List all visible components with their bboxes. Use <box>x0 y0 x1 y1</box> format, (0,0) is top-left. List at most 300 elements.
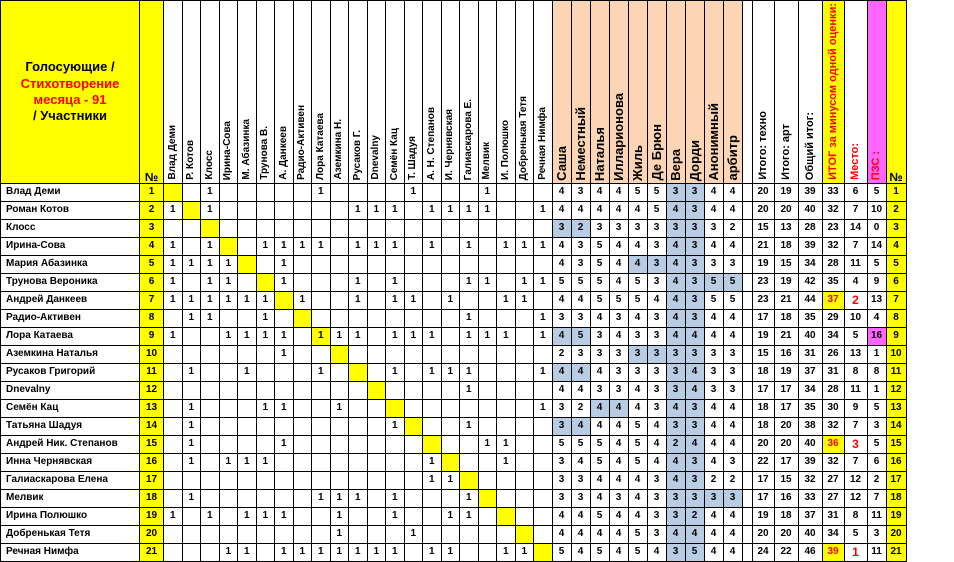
rating-cell: 4 <box>704 525 723 543</box>
vote-cell: 1 <box>238 507 257 525</box>
rating-cell: 4 <box>628 381 647 399</box>
table-row <box>1 453 907 471</box>
rating-cell: 3 <box>647 507 666 525</box>
rating-cell: 4 <box>666 237 685 255</box>
minus-one-total: 23 <box>822 219 844 237</box>
title-poem-of-month: Стихотворение месяца - 91 <box>20 75 120 107</box>
self-vote-cell <box>515 525 534 543</box>
vote-cell: 1 <box>349 273 368 291</box>
participant-number: 8 <box>140 309 164 327</box>
art-total: 18 <box>774 507 798 525</box>
overall-total: 42 <box>798 273 822 291</box>
pzs-value: 8 <box>867 363 886 381</box>
end-participant-number: 20 <box>886 525 906 543</box>
overall-total: 33 <box>798 489 822 507</box>
vote-cell <box>367 345 386 363</box>
rating-cell: 4 <box>571 507 590 525</box>
overall-total: 40 <box>798 327 822 345</box>
rating-header-label: Дорди <box>687 139 702 181</box>
overall-total: 44 <box>798 291 822 309</box>
vote-cell <box>386 183 405 201</box>
pzs-value: 4 <box>867 309 886 327</box>
participant-name: Семён Кац <box>1 399 140 417</box>
rating-cell: 4 <box>704 201 723 219</box>
vote-cell: 1 <box>460 381 479 399</box>
vote-cell <box>293 201 312 219</box>
vote-cell: 1 <box>441 471 460 489</box>
art-total: 19 <box>774 363 798 381</box>
vote-cell <box>478 219 497 237</box>
end-participant-number: 21 <box>886 543 906 561</box>
vote-cell: 1 <box>182 363 201 381</box>
vote-cell <box>441 417 460 435</box>
vote-cell: 1 <box>423 327 442 345</box>
place-value: 3 <box>844 435 867 453</box>
vote-cell <box>386 381 405 399</box>
self-vote-cell <box>367 381 386 399</box>
rating-cell: 4 <box>723 237 742 255</box>
vote-cell: 1 <box>256 453 275 471</box>
vote-cell <box>534 183 553 201</box>
vote-cell <box>497 183 516 201</box>
vote-cell <box>219 183 238 201</box>
rating-header-label: Де Брюн <box>649 124 664 181</box>
vote-cell <box>182 183 201 201</box>
vote-cell <box>164 417 183 435</box>
rating-cell: 2 <box>723 219 742 237</box>
participant-name: Радио-Активен <box>1 309 140 327</box>
art-total: 15 <box>774 255 798 273</box>
vote-cell: 1 <box>386 291 405 309</box>
table-row <box>1 255 907 273</box>
rating-cell: 3 <box>685 417 704 435</box>
vote-cell: 1 <box>497 453 516 471</box>
gap-cell <box>742 543 752 561</box>
place-value: 12 <box>844 489 867 507</box>
pzs-value: 5 <box>867 183 886 201</box>
vote-cell <box>441 525 460 543</box>
rating-header <box>723 1 742 184</box>
place-value: 6 <box>844 183 867 201</box>
overall-total: 37 <box>798 507 822 525</box>
vote-cell <box>367 435 386 453</box>
minus-one-total: 31 <box>822 507 844 525</box>
vote-cell <box>349 309 368 327</box>
vote-cell <box>515 507 534 525</box>
rating-cell: 5 <box>571 273 590 291</box>
rating-cell: 4 <box>590 309 609 327</box>
end-participant-number: 16 <box>886 453 906 471</box>
rating-cell: 3 <box>590 327 609 345</box>
title-participants: / Участники <box>32 108 108 124</box>
vote-cell <box>497 525 516 543</box>
rating-cell: 4 <box>571 363 590 381</box>
rating-cell: 4 <box>704 237 723 255</box>
end-participant-number: 15 <box>886 435 906 453</box>
vote-cell <box>534 471 553 489</box>
vote-cell <box>404 309 423 327</box>
vote-cell <box>238 525 257 543</box>
participant-number: 15 <box>140 435 164 453</box>
rating-header-label: Неместный <box>573 107 588 181</box>
vote-cell <box>441 345 460 363</box>
totals-header-label: Итого: арт <box>779 124 792 180</box>
table-row <box>1 291 907 309</box>
vote-cell <box>478 309 497 327</box>
rating-cell: 4 <box>571 381 590 399</box>
vote-cell: 1 <box>182 489 201 507</box>
totals-header-label: ИТОГ за минусом одной оценки: <box>826 3 839 180</box>
gap-cell <box>742 291 752 309</box>
vote-cell <box>238 183 257 201</box>
voter-header <box>534 1 553 184</box>
vote-cell <box>441 435 460 453</box>
vote-cell: 1 <box>293 291 312 309</box>
vote-cell <box>460 525 479 543</box>
rating-cell: 4 <box>609 453 628 471</box>
participant-name: Галиаскарова Елена <box>1 471 140 489</box>
vote-cell: 1 <box>312 489 331 507</box>
vote-cell <box>312 453 331 471</box>
tech-total: 20 <box>752 525 774 543</box>
rating-cell: 4 <box>571 291 590 309</box>
gap-cell <box>742 219 752 237</box>
vote-cell <box>534 345 553 363</box>
voter-header-label: А. Данкеев <box>277 126 289 180</box>
tech-total: 17 <box>752 309 774 327</box>
vote-cell <box>460 291 479 309</box>
voter-header-label: Лора Катаева <box>314 112 326 180</box>
rating-cell: 3 <box>628 327 647 345</box>
vote-cell: 1 <box>201 201 220 219</box>
vote-cell: 1 <box>534 201 553 219</box>
rating-cell: 3 <box>723 363 742 381</box>
tech-total: 15 <box>752 219 774 237</box>
voter-header <box>349 1 368 184</box>
vote-cell <box>441 327 460 345</box>
self-vote-cell <box>423 435 442 453</box>
rating-cell: 4 <box>704 417 723 435</box>
vote-cell <box>238 309 257 327</box>
voter-header <box>404 1 423 184</box>
rating-cell: 4 <box>666 291 685 309</box>
vote-cell: 1 <box>478 435 497 453</box>
voter-header <box>182 1 201 184</box>
rating-cell: 3 <box>647 255 666 273</box>
table-row <box>1 399 907 417</box>
rating-cell: 5 <box>628 525 647 543</box>
vote-cell <box>460 345 479 363</box>
rating-cell: 4 <box>628 471 647 489</box>
vote-cell: 1 <box>441 291 460 309</box>
totals-header <box>822 1 844 184</box>
vote-cell <box>515 471 534 489</box>
gap-cell <box>742 237 752 255</box>
rating-cell: 3 <box>704 381 723 399</box>
rating-cell: 5 <box>628 435 647 453</box>
self-vote-cell <box>441 453 460 471</box>
rating-cell: 4 <box>723 525 742 543</box>
rating-cell: 3 <box>552 471 571 489</box>
vote-cell <box>441 219 460 237</box>
gap-cell <box>742 327 752 345</box>
place-value: 5 <box>844 327 867 345</box>
vote-cell <box>201 417 220 435</box>
rating-cell: 5 <box>723 291 742 309</box>
vote-cell <box>330 453 349 471</box>
tech-total: 17 <box>752 489 774 507</box>
vote-cell <box>367 525 386 543</box>
pzs-value: 0 <box>867 219 886 237</box>
vote-cell <box>441 273 460 291</box>
rating-cell: 4 <box>609 471 628 489</box>
vote-cell <box>478 525 497 543</box>
vote-cell <box>330 273 349 291</box>
table-row <box>1 363 907 381</box>
vote-cell: 1 <box>164 255 183 273</box>
vote-cell <box>441 237 460 255</box>
participant-number: 3 <box>140 219 164 237</box>
vote-cell <box>275 453 294 471</box>
vote-cell: 1 <box>201 273 220 291</box>
voter-header-label: Трунова В. <box>259 126 271 180</box>
vote-cell <box>201 489 220 507</box>
vote-cell <box>460 453 479 471</box>
vote-cell <box>367 453 386 471</box>
rating-cell: 3 <box>590 219 609 237</box>
vote-cell <box>423 489 442 507</box>
voter-header-label: Клосс <box>203 150 215 180</box>
vote-cell <box>534 453 553 471</box>
end-participant-number: 6 <box>886 273 906 291</box>
vote-cell <box>219 309 238 327</box>
pzs-value: 2 <box>867 471 886 489</box>
rating-cell: 3 <box>704 489 723 507</box>
end-participant-number: 10 <box>886 345 906 363</box>
pzs-value: 7 <box>867 489 886 507</box>
vote-cell <box>330 255 349 273</box>
vote-cell <box>256 543 275 561</box>
vote-cell <box>460 219 479 237</box>
number-header: № <box>140 1 164 184</box>
vote-cell <box>164 543 183 561</box>
end-participant-number: 5 <box>886 255 906 273</box>
pzs-value: 3 <box>867 417 886 435</box>
vote-cell <box>293 345 312 363</box>
vote-cell <box>460 435 479 453</box>
vote-cell <box>386 255 405 273</box>
vote-cell: 1 <box>312 363 331 381</box>
voter-header-label: Ирина-Сова <box>222 120 234 180</box>
minus-one-total: 39 <box>822 543 844 561</box>
rating-cell: 4 <box>628 507 647 525</box>
minus-one-total: 27 <box>822 471 844 489</box>
rating-cell: 4 <box>609 183 628 201</box>
vote-cell <box>312 399 331 417</box>
tech-total: 15 <box>752 345 774 363</box>
vote-cell: 1 <box>238 543 257 561</box>
participant-number: 9 <box>140 327 164 345</box>
rating-cell: 3 <box>666 363 685 381</box>
rating-cell: 4 <box>571 543 590 561</box>
rating-header <box>647 1 666 184</box>
vote-cell <box>293 507 312 525</box>
participant-number: 6 <box>140 273 164 291</box>
vote-cell <box>182 507 201 525</box>
vote-cell <box>219 399 238 417</box>
rating-cell: 4 <box>609 255 628 273</box>
rating-header-label: Илларионова <box>611 93 626 181</box>
tech-total: 19 <box>752 507 774 525</box>
participant-number: 7 <box>140 291 164 309</box>
vote-cell <box>164 363 183 381</box>
vote-cell <box>256 417 275 435</box>
vote-cell <box>515 453 534 471</box>
vote-cell: 1 <box>219 543 238 561</box>
rating-cell: 3 <box>571 471 590 489</box>
overall-total: 40 <box>798 435 822 453</box>
tech-total: 23 <box>752 273 774 291</box>
rating-cell: 3 <box>685 273 704 291</box>
vote-cell <box>330 417 349 435</box>
rating-cell: 4 <box>552 525 571 543</box>
art-total: 15 <box>774 471 798 489</box>
vote-cell <box>201 363 220 381</box>
vote-cell <box>534 435 553 453</box>
rating-cell: 4 <box>723 183 742 201</box>
tech-total: 20 <box>752 435 774 453</box>
participant-number: 10 <box>140 345 164 363</box>
vote-cell <box>256 255 275 273</box>
rating-cell: 4 <box>628 255 647 273</box>
voter-header-label: А. Н. Степанов <box>425 106 437 180</box>
art-total: 19 <box>774 183 798 201</box>
vote-cell <box>330 183 349 201</box>
vote-cell <box>219 201 238 219</box>
vote-cell <box>275 471 294 489</box>
vote-cell <box>201 543 220 561</box>
rating-cell: 3 <box>666 543 685 561</box>
self-vote-cell <box>201 219 220 237</box>
vote-cell <box>367 507 386 525</box>
rating-cell: 3 <box>571 345 590 363</box>
rating-cell: 4 <box>590 183 609 201</box>
vote-cell <box>386 525 405 543</box>
place-value: 7 <box>844 453 867 471</box>
rating-cell: 4 <box>723 399 742 417</box>
vote-cell <box>367 291 386 309</box>
header-row <box>1 1 907 184</box>
rating-cell: 3 <box>552 399 571 417</box>
vote-cell: 1 <box>534 327 553 345</box>
place-value: 10 <box>844 309 867 327</box>
vote-cell <box>367 219 386 237</box>
participant-number: 12 <box>140 381 164 399</box>
rating-cell: 4 <box>704 435 723 453</box>
vote-cell: 1 <box>497 435 516 453</box>
rating-cell: 5 <box>628 453 647 471</box>
rating-cell: 3 <box>685 489 704 507</box>
vote-cell: 1 <box>515 237 534 255</box>
end-participant-number: 9 <box>886 327 906 345</box>
rating-cell: 3 <box>647 381 666 399</box>
tech-total: 17 <box>752 381 774 399</box>
rating-cell: 4 <box>666 273 685 291</box>
tech-total: 20 <box>752 201 774 219</box>
place-value: 7 <box>844 417 867 435</box>
vote-cell <box>349 381 368 399</box>
vote-cell: 1 <box>478 201 497 219</box>
voter-header-label: Добренькая Тетя <box>518 95 530 180</box>
vote-cell: 1 <box>275 255 294 273</box>
vote-cell <box>238 417 257 435</box>
self-vote-cell <box>330 345 349 363</box>
vote-cell <box>312 273 331 291</box>
vote-cell <box>312 309 331 327</box>
vote-cell <box>164 489 183 507</box>
art-total: 17 <box>774 453 798 471</box>
rating-cell: 2 <box>552 345 571 363</box>
gap-cell <box>742 381 752 399</box>
rating-cell: 4 <box>609 327 628 345</box>
participant-name: Лора Катаева <box>1 327 140 345</box>
participant-number: 13 <box>140 399 164 417</box>
vote-cell <box>404 381 423 399</box>
art-total: 20 <box>774 525 798 543</box>
rating-cell: 5 <box>590 273 609 291</box>
vote-cell: 1 <box>201 291 220 309</box>
vote-cell: 1 <box>386 363 405 381</box>
art-total: 20 <box>774 435 798 453</box>
place-value: 2 <box>844 291 867 309</box>
overall-total: 37 <box>798 363 822 381</box>
overall-total: 39 <box>798 237 822 255</box>
vote-cell: 1 <box>164 327 183 345</box>
vote-cell <box>478 381 497 399</box>
vote-cell <box>201 525 220 543</box>
vote-cell <box>478 507 497 525</box>
rating-cell: 3 <box>571 309 590 327</box>
vote-cell: 1 <box>219 255 238 273</box>
vote-cell: 1 <box>330 543 349 561</box>
vote-cell <box>423 183 442 201</box>
vote-cell: 1 <box>256 507 275 525</box>
participant-name: Мария Абазинка <box>1 255 140 273</box>
vote-cell <box>293 363 312 381</box>
vote-cell: 1 <box>478 183 497 201</box>
minus-one-total: 33 <box>822 183 844 201</box>
rating-cell: 3 <box>628 363 647 381</box>
gap-cell <box>742 507 752 525</box>
vote-cell <box>349 525 368 543</box>
vote-cell: 1 <box>312 237 331 255</box>
vote-cell <box>423 255 442 273</box>
rating-cell: 4 <box>552 363 571 381</box>
tech-total: 18 <box>752 363 774 381</box>
vote-cell <box>423 381 442 399</box>
vote-cell: 1 <box>293 543 312 561</box>
vote-cell <box>478 453 497 471</box>
table-row <box>1 507 907 525</box>
art-total: 20 <box>774 417 798 435</box>
vote-cell <box>293 435 312 453</box>
rating-cell: 4 <box>666 399 685 417</box>
rating-cell: 3 <box>685 309 704 327</box>
self-vote-cell <box>478 489 497 507</box>
rating-cell: 5 <box>552 543 571 561</box>
rating-cell: 3 <box>609 345 628 363</box>
vote-cell: 1 <box>275 237 294 255</box>
